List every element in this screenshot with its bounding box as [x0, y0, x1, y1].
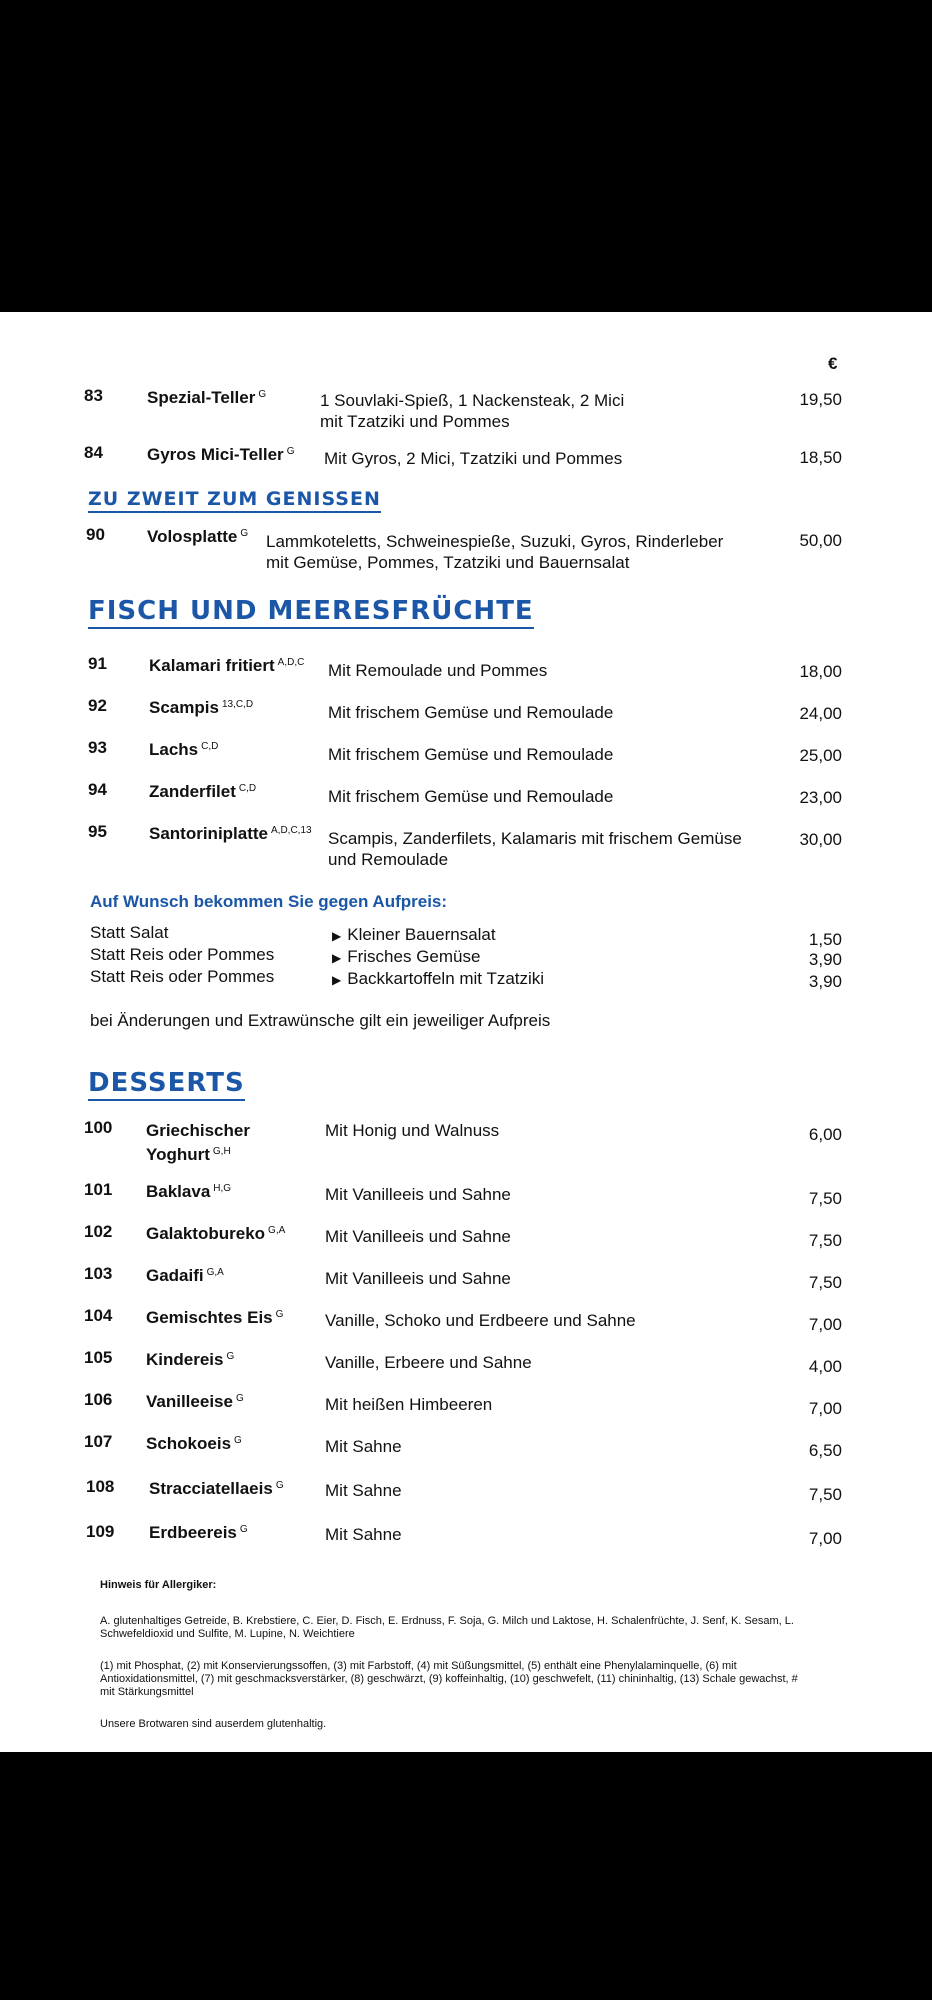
item-price: 7,00 [808, 1315, 842, 1334]
item-description: Scampis, Zanderfilets, Kalamaris mit frischem Gemüse und Remoulade [328, 829, 742, 869]
item-number: 84 [84, 443, 103, 462]
item-price: 30,00 [799, 830, 842, 849]
item-description: Mit Sahne [325, 1437, 402, 1456]
item-price: 24,00 [799, 704, 842, 723]
bread-note: Unsere Brotwaren sind auserdem glutenhaltig. [100, 1718, 327, 1730]
item-number: 106 [84, 1390, 113, 1409]
item-price: 7,50 [808, 1273, 842, 1292]
section-heading-fish: FISCH UND MEERESFRÜCHTE [88, 596, 534, 629]
item-price: 6,00 [808, 1125, 842, 1144]
item-name: Gyros Mici-Teller $^G$ [147, 445, 295, 464]
item-name: Santoriniplatte $^{A,D,C,13}$ [149, 824, 312, 843]
additives-list: (1) mit Phosphat, (2) mit Konservierungssoffen, (3) mit Farbstoff, (4) mit Süßungsmittel, (5) enthält eine Phenylalaminquelle, (6) mit Antioxidationsmittel, (7) mit geschmacksverstärker, (8) geschwärzt, (9) koffeinhaltig, (10) geschwefelt, (11) chininhaltig, (13) Schale gewachst, # mit Stärkungsmittel [100, 1660, 798, 1698]
extras-right: ▶ Kleiner Bauernsalat [332, 925, 496, 944]
item-price: 7,50 [808, 1189, 842, 1208]
currency-symbol: € [828, 354, 838, 373]
item-price: 25,00 [799, 746, 842, 765]
item-price: 50,00 [799, 531, 842, 550]
item-price: 18,50 [799, 448, 842, 467]
item-description: Mit Vanilleeis und Sahne [325, 1227, 511, 1246]
item-description: Lammkoteletts, Schweinespieße, Suzuki, Gyros, Rinderleber mit Gemüse, Pommes, Tzatziki und Bauernsalat [266, 532, 724, 572]
item-description: Mit Gyros, 2 Mici, Tzatziki und Pommes [324, 449, 623, 468]
item-price: 7,50 [808, 1485, 842, 1504]
extras-left: Statt Reis oder Pommes [90, 967, 275, 986]
item-name: Volosplatte $^G$ [147, 527, 249, 546]
item-number: 103 [84, 1264, 113, 1283]
item-description: Mit Honig und Walnuss [325, 1121, 500, 1140]
item-number: 109 [86, 1522, 115, 1541]
item-name: Erdbeereis $^G$ [149, 1523, 248, 1542]
item-number: 91 [88, 654, 107, 673]
item-description: Mit Vanilleeis und Sahne [325, 1185, 511, 1204]
item-name: Griechischer Yoghurt $^{G,H}$ [146, 1121, 250, 1164]
extras-note: bei Änderungen und Extrawünsche gilt ein jeweiliger Aufpreis [90, 1011, 551, 1030]
item-number: 94 [88, 780, 107, 799]
item-description: Mit frischem Gemüse und Remoulade [328, 745, 614, 764]
item-price: 18,00 [799, 662, 842, 681]
section-heading-for-two: ZU ZWEIT ZUM GENISSEN [88, 488, 381, 513]
extras-right: ▶ Backkartoffeln mit Tzatziki [332, 969, 545, 988]
item-price: 7,00 [808, 1529, 842, 1548]
item-price: 4,00 [808, 1357, 842, 1376]
item-number: 108 [86, 1477, 115, 1496]
item-number: 83 [84, 386, 103, 405]
arrow-right-icon: ▶ [332, 929, 342, 943]
item-number: 107 [84, 1432, 113, 1451]
item-name: Kalamari fritiert $^{A,D,C}$ [149, 656, 305, 675]
item-description: 1 Souvlaki-Spieß, 1 Nackensteak, 2 Mici mit Tzatziki und Pommes [320, 391, 625, 431]
item-number: 101 [84, 1180, 113, 1199]
section-heading-desserts: DESSERTS [88, 1068, 245, 1101]
item-name: Kindereis $^G$ [146, 1350, 235, 1369]
arrow-right-icon: ▶ [332, 951, 342, 965]
item-description: Vanille, Schoko und Erdbeere und Sahne [325, 1311, 636, 1330]
item-name: Stracciatellaeis $^G$ [149, 1479, 284, 1498]
item-name: Baklava $^{H,G}$ [146, 1182, 232, 1201]
extras-left: Statt Salat [90, 923, 169, 942]
item-description: Mit frischem Gemüse und Remoulade [328, 787, 614, 806]
extras-right: ▶ Frisches Gemüse [332, 947, 481, 966]
item-number: 100 [84, 1118, 113, 1137]
item-price: 23,00 [799, 788, 842, 807]
item-price: 6,50 [808, 1441, 842, 1460]
extras-left: Statt Reis oder Pommes [90, 945, 275, 964]
item-description: Vanille, Erbeere und Sahne [325, 1353, 532, 1372]
extras-price: 3,90 [808, 972, 842, 991]
allergy-list: A. glutenhaltiges Getreide, B. Krebstiere, C. Eier, D. Fisch, E. Erdnuss, F. Soja, G. Milch und Laktose, H. Schalenfrüchte, J. Senf, K. Sesam, L. Schwefeldioxid und Sulfite, M. Lupine, N. Weichtiere [100, 1615, 794, 1640]
extras-price: 1,50 [808, 930, 842, 949]
item-name: Gadaifi $^{G,A}$ [146, 1266, 224, 1285]
item-number: 93 [88, 738, 107, 757]
item-name: Gemischtes Eis $^G$ [146, 1308, 284, 1327]
item-description: Mit Sahne [325, 1481, 402, 1500]
item-name: Lachs $^{C,D}$ [149, 740, 219, 759]
arrow-right-icon: ▶ [332, 973, 342, 987]
item-description: Mit frischem Gemüse und Remoulade [328, 703, 614, 722]
item-description: Mit Remoulade und Pommes [328, 661, 548, 680]
item-description: Mit Vanilleeis und Sahne [325, 1269, 511, 1288]
extras-price: 3,90 [808, 950, 842, 969]
allergy-title: Hinweis für Allergiker: [100, 1579, 217, 1591]
item-number: 90 [86, 525, 105, 544]
menu-page [0, 312, 932, 1752]
item-name: Schokoeis $^G$ [146, 1434, 242, 1453]
item-number: 92 [88, 696, 107, 715]
item-name: Scampis $^{13,C,D}$ [149, 698, 254, 717]
item-number: 102 [84, 1222, 113, 1241]
item-price: 7,50 [808, 1231, 842, 1250]
item-name: Vanilleeise $^G$ [146, 1392, 244, 1411]
item-name: Galaktobureko $^{G,A}$ [146, 1224, 286, 1243]
item-price: 19,50 [799, 390, 842, 409]
item-description: Mit Sahne [325, 1525, 402, 1544]
item-name: Zanderfilet $^{C,D}$ [149, 782, 257, 801]
item-price: 7,00 [808, 1399, 842, 1418]
extras-title: Auf Wunsch bekommen Sie gegen Aufpreis: [90, 892, 448, 911]
item-number: 105 [84, 1348, 113, 1367]
item-name: Spezial-Teller $^G$ [147, 388, 267, 407]
item-number: 104 [84, 1306, 113, 1325]
item-description: Mit heißen Himbeeren [325, 1395, 493, 1414]
item-number: 95 [88, 822, 107, 841]
